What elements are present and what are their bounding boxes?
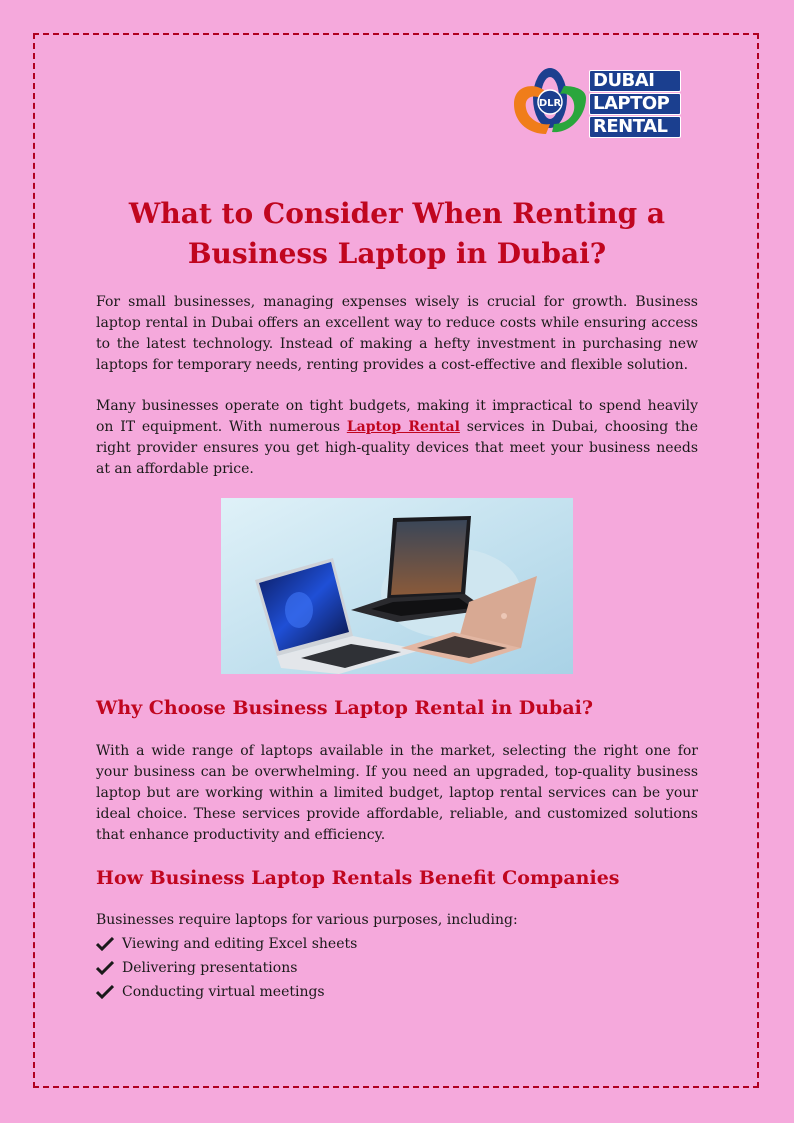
checkmark-icon [96,985,114,999]
list-item-label: Conducting virtual meetings [122,984,325,1000]
page-title: What to Consider When Renting a Business Laptop in Dubai? [128,197,666,270]
section-heading-why-choose: Why Choose Business Laptop Rental in Dubai? [96,697,593,719]
list-item-label: Delivering presentations [122,960,298,976]
intro-p2-text-before: Many businesses operate on tight budgets, making it impractical to spend heavily on IT equipment. With numerous [96,398,698,435]
checkmark-icon [96,937,114,951]
intro-p2-text-after: services in Dubai, choosing the right provider ensures you get high-quality devices that meet your business needs at an affordable price. [96,419,698,477]
why-choose-paragraph: With a wide range of laptops available in the market, selecting the right one for your business can be overwhelming. If you need an upgraded, top-quality business laptop but are working within a limited budget, laptop rental services can be your ideal choice. These services provide affordable, reliable, and customized solutions that enhance productivity and efficiency. [96,743,698,843]
laptops-photo [221,498,573,674]
intro-paragraph-1: For small businesses, managing expenses wisely is crucial for growth. Business laptop rental in Dubai offers an excellent way to reduce costs while ensuring access to the latest technology. Instead of making a hefty investment in purchasing new laptops for temporary needs, renting provides a cost-effective and flexible solution. [96,294,698,373]
section-heading-benefits: How Business Laptop Rentals Benefit Companies [96,867,620,889]
benefits-intro: Businesses require laptops for various purposes, including: [96,912,518,928]
intro-paragraph-2 [96,396,698,480]
benefits-list [96,932,357,1004]
logo-line-rental: RENTAL [589,116,681,138]
logo-badge-text: DLR [538,98,562,109]
laptop-rental-link[interactable]: Laptop Rental [346,419,460,435]
list-item [96,980,357,1004]
logo-line-dubai: DUBAI [589,70,681,92]
logo-wordmark [589,70,681,139]
company-logo[interactable] [510,64,682,136]
list-item [96,932,357,956]
list-item [96,956,357,980]
logo-emblem-icon [510,64,590,136]
logo-line-laptop: LAPTOP [589,93,681,115]
checkmark-icon [96,961,114,975]
list-item-label: Viewing and editing Excel sheets [122,936,358,952]
